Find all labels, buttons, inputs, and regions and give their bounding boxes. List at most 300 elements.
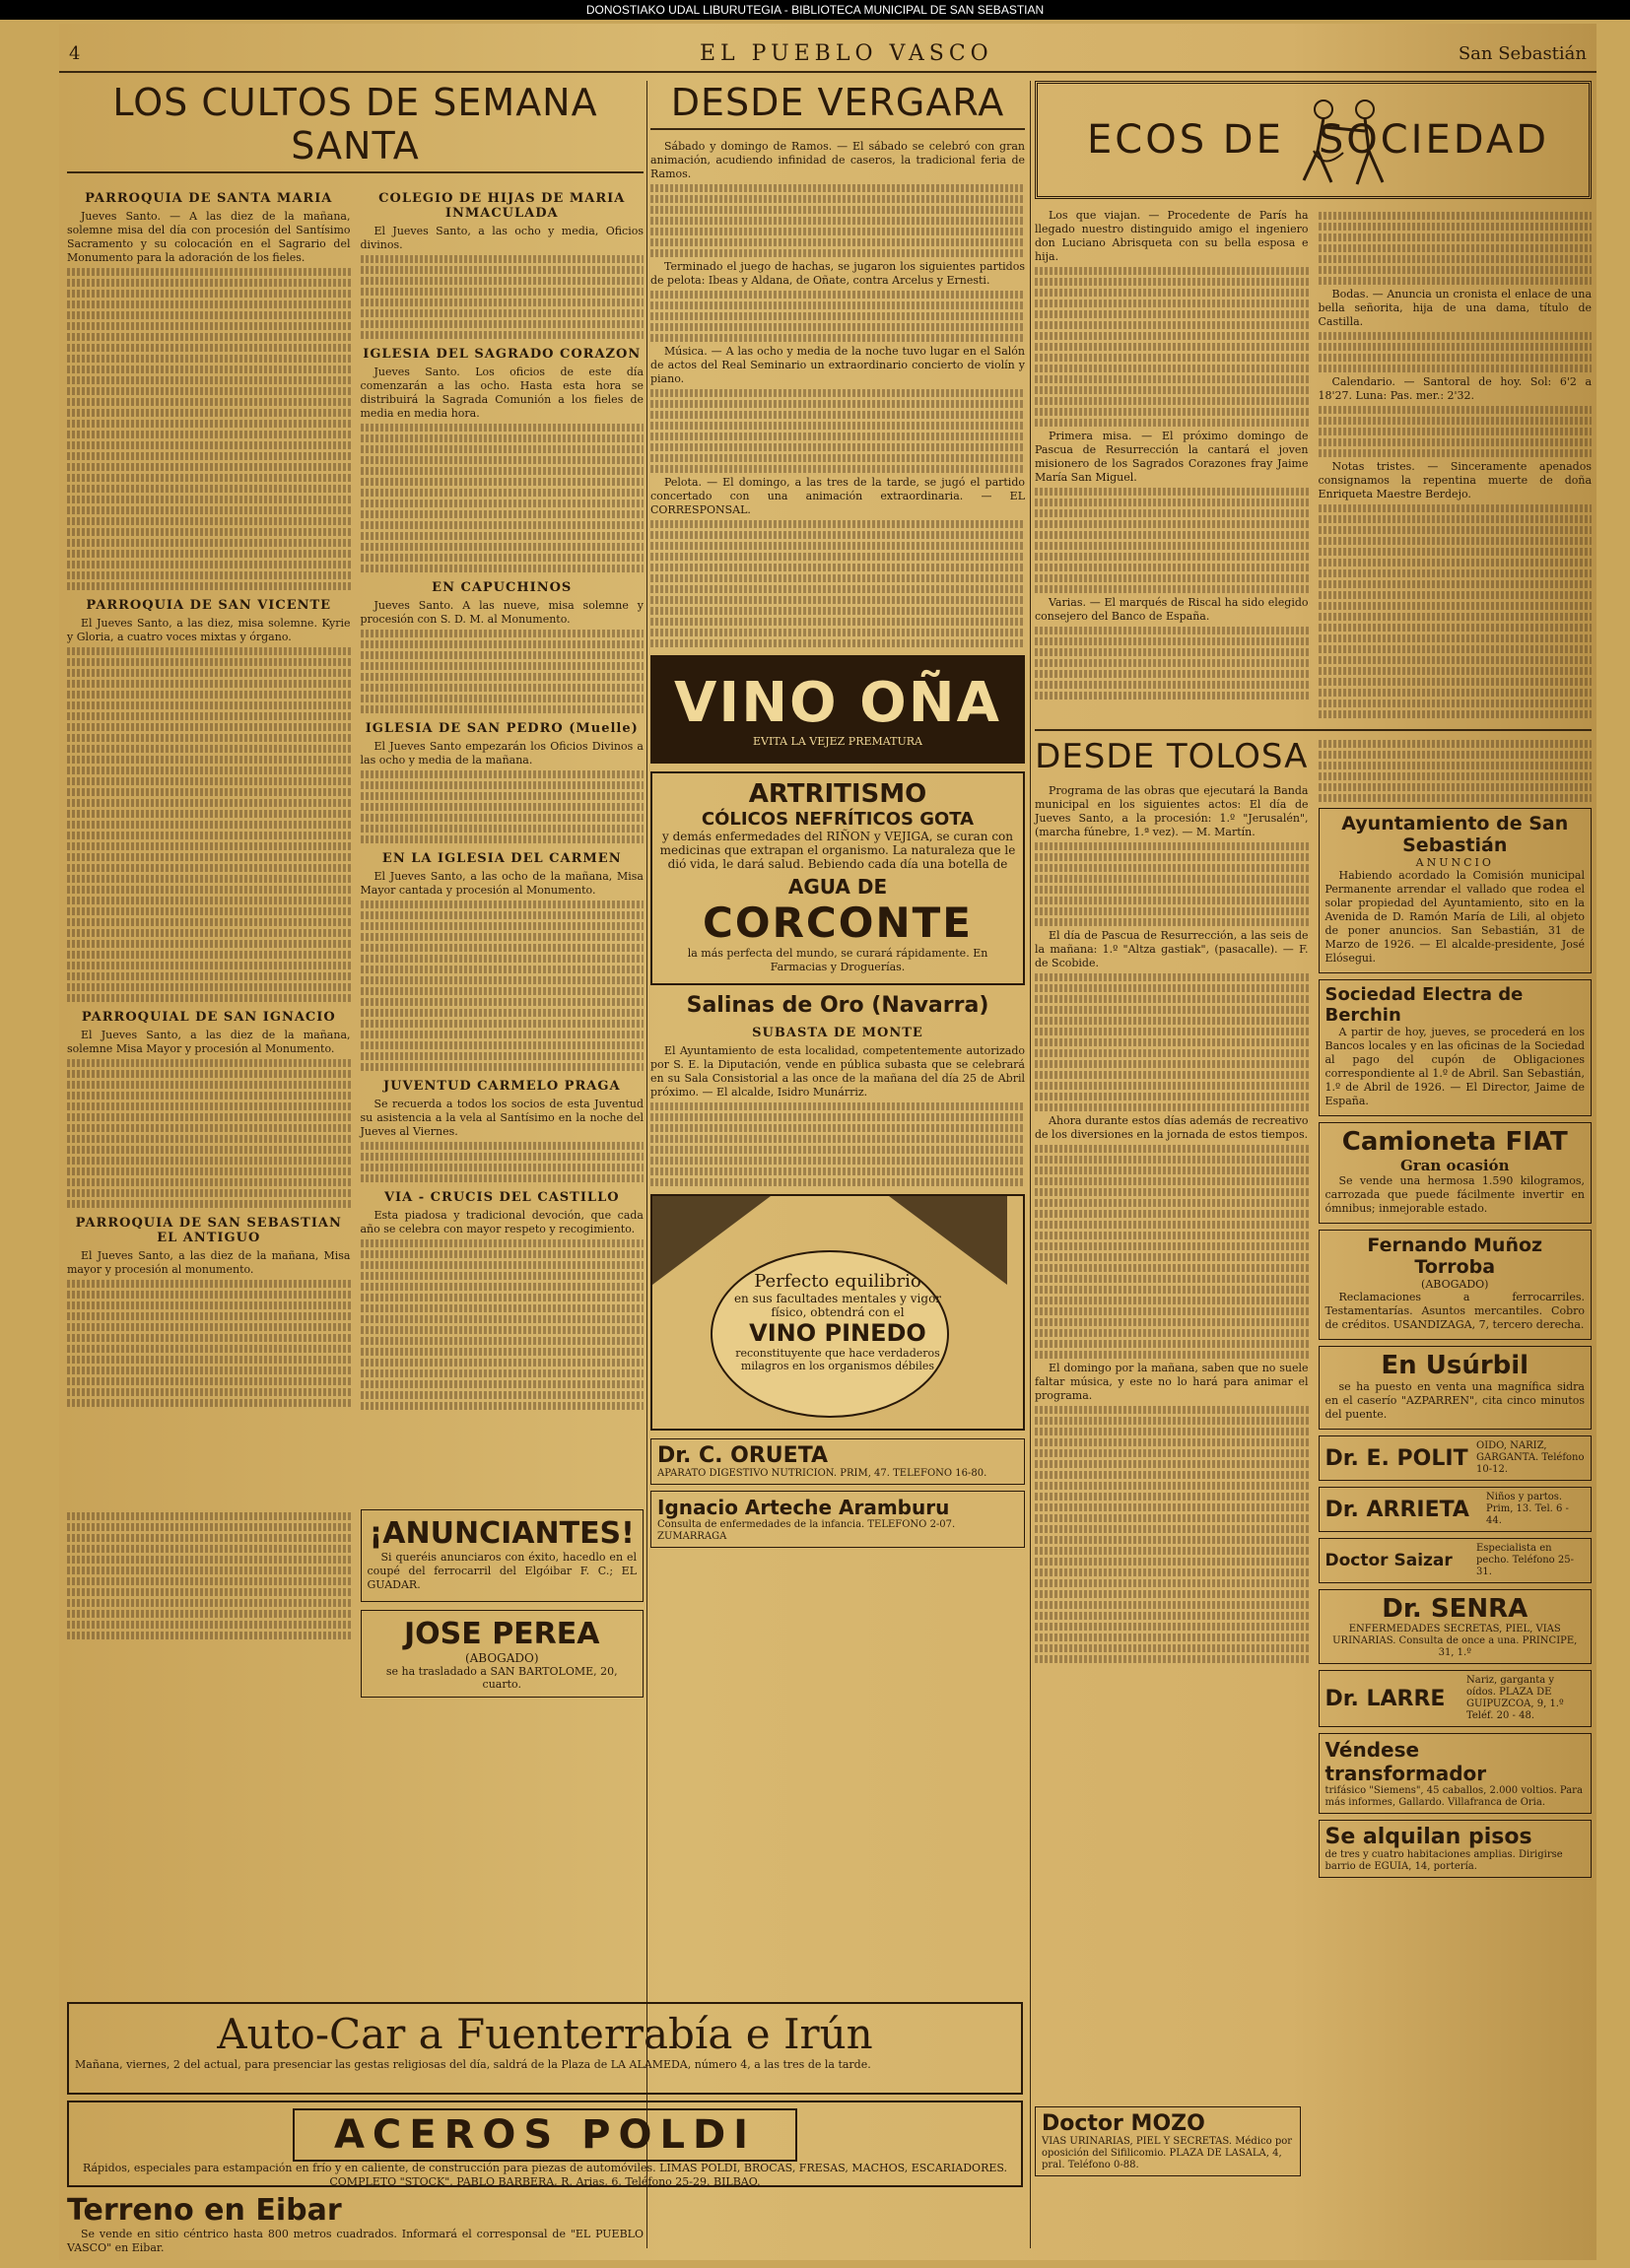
text-line	[1035, 1242, 1309, 1250]
artritismo-title: ARTRITISMO	[748, 779, 927, 809]
text-line	[1319, 559, 1593, 567]
column-divider	[1030, 81, 1031, 2248]
text-line	[1319, 762, 1593, 769]
text-line	[1319, 417, 1593, 425]
text-line	[1319, 591, 1593, 599]
text-line	[1035, 1503, 1309, 1511]
text-line	[361, 1283, 645, 1291]
text-line	[650, 422, 1025, 430]
ecos-para: Bodas. — Anuncia un cronista el enlace de una bella señorita, hija de una dama, título de Castilla.	[1318, 288, 1592, 328]
text-line	[67, 853, 351, 861]
text-line	[67, 886, 351, 894]
parish-title: IGLESIA DEL SAGRADO CORAZON	[363, 347, 642, 362]
text-line	[361, 1041, 645, 1049]
text-line	[650, 433, 1025, 440]
text-line	[361, 1380, 645, 1388]
text-line	[1319, 634, 1593, 642]
text-line	[67, 1621, 351, 1629]
parish-text: El Jueves Santo, a las ocho de la mañana, Misa Mayor cantada y procesión al Monumento.	[360, 870, 644, 897]
tolosa-para: Programa de las obras que ejecutará la Banda municipal en los siguientes actos: El día de Jueves Santo, a la procesión: 1.º "Jerusalén", (marcha fúnebre, 1.ª vez). — M. Martín.	[1035, 784, 1309, 838]
perea-name: JOSE PEREA	[403, 1617, 600, 1651]
text-line	[361, 554, 645, 562]
parish-text: El Jueves Santo, a las diez, misa solemne. Kyrie y Gloria, a cuatro voces mixtas y órgano.	[67, 617, 351, 643]
text-line	[650, 1113, 1025, 1121]
text-line	[1035, 637, 1309, 645]
text-line	[1035, 648, 1309, 656]
text-line	[67, 1113, 351, 1121]
text-line	[67, 1059, 351, 1067]
text-line	[1035, 1060, 1309, 1068]
text-line	[67, 1157, 351, 1165]
text-line	[1319, 602, 1593, 610]
text-line	[67, 1280, 351, 1288]
text-line	[361, 825, 645, 833]
text-line	[67, 1200, 351, 1208]
text-line	[650, 564, 1025, 571]
text-line	[1319, 449, 1593, 457]
text-line	[67, 496, 351, 503]
archive-banner: DONOSTIAKO UDAL LIBURUTEGIA - BIBLIOTECA MUNICIPAL DE SAN SEBASTIAN	[0, 0, 1630, 20]
text-line	[1035, 1232, 1309, 1239]
parish-text: El Jueves Santo, a las diez de la mañana, solemne Misa Mayor y procesión al Monumento.	[67, 1029, 351, 1055]
text-line	[361, 1272, 645, 1280]
text-line	[650, 618, 1025, 626]
city-label: San Sebastián	[1458, 43, 1587, 64]
text-line	[67, 1523, 351, 1531]
text-line	[67, 788, 351, 796]
text-line	[1319, 537, 1593, 545]
tolosa-para: Ahora durante estos días además de recreativo de los diversiones en la jornada de estos tiempos.	[1035, 1114, 1309, 1141]
text-line	[1319, 526, 1593, 534]
text-line	[650, 443, 1025, 451]
terreno-text: Se vende en sitio céntrico hasta 800 metros cuadrados. Informará el corresponsal de "EL PUEBLO VASCO" en Eibar.	[67, 2228, 644, 2254]
parish-text: El Jueves Santo, a las ocho y media, Oficios divinos.	[360, 225, 644, 251]
text-line	[650, 1146, 1025, 1154]
text-line	[1035, 1460, 1309, 1468]
text-line	[361, 1009, 645, 1017]
text-line	[361, 1315, 645, 1323]
salinas-title: Salinas de Oro (Navarra)	[686, 993, 989, 1018]
text-line	[1035, 875, 1309, 883]
tolosa-para: El día de Pascua de Resurrección, a las seis de la mañana: 1.º "Altza gastiak", (pasacalle). — F. de Scobide.	[1035, 929, 1309, 969]
text-line	[650, 228, 1025, 235]
text-line	[67, 1534, 351, 1542]
text-line	[67, 463, 351, 471]
text-line	[361, 944, 645, 952]
text-line	[1319, 438, 1593, 446]
text-line	[1319, 740, 1593, 748]
aceros-title: ACEROS POLDI	[293, 2108, 797, 2162]
vino-pinedo-ad	[650, 1194, 1025, 1431]
salinas-text: El Ayuntamiento de esta localidad, competentemente autorizado por S. E. la Diputación, vende en pública subasta que se celebrará en su Sala Consistorial a las once de la mañana del día 25 de Abril próximo. — El alcalde, Isidro Munárriz.	[650, 1044, 1025, 1099]
text-line	[1035, 300, 1309, 307]
arrieta-text: Niños y partos. Prim, 13. Tel. 6 - 44.	[1486, 1492, 1569, 1526]
text-line	[1035, 321, 1309, 329]
text-line	[361, 976, 645, 984]
text-line	[67, 1070, 351, 1078]
text-line	[650, 291, 1025, 299]
text-line	[67, 821, 351, 829]
text-line	[1035, 267, 1309, 275]
torroba-ad	[1319, 1230, 1593, 1340]
text-line	[1035, 886, 1309, 894]
text-line	[650, 596, 1025, 604]
text-line	[67, 441, 351, 449]
text-line	[1035, 1601, 1309, 1609]
text-line	[1035, 995, 1309, 1003]
text-line	[361, 1142, 645, 1150]
parish-text: Jueves Santo. Los oficios de este día comenzarán a las ocho. Hasta esta hora se distribuirá la Sagrada Comunión a los fieles de media en media hora.	[360, 366, 644, 420]
arteche-ad	[650, 1491, 1025, 1548]
vergara-para: Sábado y domingo de Ramos. — El sábado se celebró con gran animación, acudiendo infinidad de caseros, la tradicional feria de Ramos.	[650, 140, 1025, 180]
text-line	[67, 918, 351, 926]
arrieta-ad	[1319, 1487, 1593, 1532]
text-line	[361, 489, 645, 497]
fiat-text: Se vende una hermosa 1.590 kilogramos, carrozada que puede fácilmente invertir en ómnibus; inmejorable estado.	[1324, 1174, 1585, 1215]
text-line	[1035, 1644, 1309, 1652]
text-line	[1035, 509, 1309, 517]
text-line	[67, 398, 351, 406]
text-line	[67, 680, 351, 688]
vino-ona-title: VINO OÑA	[674, 671, 1001, 735]
text-line	[67, 940, 351, 948]
text-line	[67, 539, 351, 547]
text-line	[650, 1167, 1025, 1175]
text-line	[650, 585, 1025, 593]
text-line	[1035, 1082, 1309, 1090]
perea-ad	[361, 1610, 645, 1698]
text-line	[67, 972, 351, 980]
autocar-title: Auto-Car a Fuenterrabía e Irún	[217, 2010, 873, 2058]
ecos-de-sociedad-header	[1035, 81, 1592, 199]
torroba-name: Fernando Muñoz Torroba	[1367, 1234, 1543, 1278]
text-line	[1035, 1145, 1309, 1153]
text-line	[67, 279, 351, 287]
masthead	[59, 37, 1596, 73]
text-line	[1319, 710, 1593, 718]
text-line	[1319, 656, 1593, 664]
text-line	[1035, 520, 1309, 528]
text-line	[1035, 1264, 1309, 1272]
text-line	[1035, 1417, 1309, 1425]
text-line	[361, 651, 645, 659]
text-line	[67, 1345, 351, 1353]
text-line	[1319, 667, 1593, 675]
berchin-ad	[1319, 979, 1593, 1116]
text-line	[67, 387, 351, 395]
text-line	[67, 268, 351, 276]
salinas-notice	[650, 993, 1025, 1186]
text-line	[650, 400, 1025, 408]
text-line	[1319, 223, 1593, 231]
text-line	[67, 322, 351, 330]
text-line	[67, 1567, 351, 1574]
tolosa-heading: DESDE TOLOSA	[1035, 737, 1309, 776]
text-line	[1035, 1547, 1309, 1555]
newspaper-page	[59, 24, 1596, 2260]
text-line	[650, 1102, 1025, 1110]
text-line	[1035, 574, 1309, 582]
column-divider	[646, 81, 647, 2248]
text-line	[1319, 751, 1593, 759]
text-line	[67, 1599, 351, 1607]
text-line	[1319, 365, 1593, 372]
pinedo-title: VINO PINEDO	[749, 1319, 926, 1347]
text-line	[67, 875, 351, 883]
transformador-ad	[1319, 1733, 1593, 1814]
transformador-title: Véndese transformador	[1324, 1738, 1487, 1785]
text-line	[1035, 1558, 1309, 1566]
text-line	[1319, 613, 1593, 621]
parish-title: VIA - CRUCIS DEL CASTILLO	[383, 1190, 620, 1205]
text-line	[1319, 700, 1593, 707]
text-line	[67, 1632, 351, 1639]
pisos-text: de tres y cuatro habitaciones amplias. Dirigirse barrio de EGUIA, 14, portería.	[1324, 1849, 1563, 1872]
polit-text: OIDO, NARIZ, GARGANTA. Teléfono 10-12.	[1476, 1440, 1585, 1475]
orueta-text: APARATO DIGESTIVO NUTRICION. PRIM, 47. TELEFONO 16-80.	[657, 1468, 987, 1479]
text-line	[650, 301, 1025, 309]
text-line	[1035, 897, 1309, 904]
text-line	[1035, 553, 1309, 561]
fiat-ad	[1319, 1122, 1593, 1224]
text-line	[1319, 277, 1593, 285]
parish-title: PARROQUIA DE SAN SEBASTIAN EL ANTIGUO	[75, 1216, 342, 1245]
parish-text: Se recuerda a todos los socios de esta Juventud su asistencia a la vela al Santísimo en la noche del Jueves al Viernes.	[360, 1098, 644, 1138]
text-line	[361, 1052, 645, 1060]
text-line	[361, 835, 645, 843]
text-line	[361, 478, 645, 486]
text-line	[361, 500, 645, 507]
text-line	[1035, 984, 1309, 992]
ecos-para: Primera misa. — El próximo domingo de Pascua de Resurrección la cantará el joven misionero de los Sagrados Corazones fray Jaime María San Miguel.	[1035, 430, 1309, 484]
transformador-text: trifásico "Siemens", 45 caballos, 2.000 voltios. Para más informes, Gallardo. Villafranca de Oria.	[1324, 1785, 1583, 1808]
text-line	[1319, 515, 1593, 523]
text-line	[361, 684, 645, 692]
berchin-title: Sociedad Electra de Berchin	[1324, 984, 1524, 1026]
parish-text: Jueves Santo. — A las diez de la mañana, solemne misa del día con procesión del Santísimo Sacramento y su colocación en el Sagrario del Monumento para la adoración de los fieles.	[67, 210, 351, 264]
text-line	[67, 1291, 351, 1299]
text-line	[67, 1323, 351, 1331]
text-line	[1035, 1449, 1309, 1457]
text-line	[361, 320, 645, 328]
cultos-right	[361, 183, 645, 1413]
text-line	[1035, 343, 1309, 351]
text-line	[1319, 794, 1593, 802]
text-line	[67, 1610, 351, 1618]
text-line	[361, 1348, 645, 1356]
text-line	[1035, 1049, 1309, 1057]
text-line	[361, 987, 645, 995]
berchin-text: A partir de hoy, jueves, se procederá en los Bancos locales y en las oficinas de la Sociedad al pago del cupón de Obligaciones correspondiente al 1.º de Abril. San Sebastián, 1.º de Abril de 1926. — El Director, Jaime de España.	[1324, 1026, 1585, 1107]
senra-ad	[1319, 1589, 1593, 1664]
text-line	[1035, 1329, 1309, 1337]
text-line	[361, 933, 645, 941]
text-line	[361, 299, 645, 306]
text-line	[1035, 973, 1309, 981]
parish-text: El Jueves Santo, a las diez de la mañana, Misa mayor y procesión al monumento.	[67, 1249, 351, 1276]
text-line	[1035, 864, 1309, 872]
text-line	[67, 431, 351, 438]
corconte-text: la más perfecta del mundo, se curará rápidamente. En Farmacias y Droguerías.	[687, 947, 988, 973]
text-line	[1035, 1307, 1309, 1315]
text-line	[67, 1102, 351, 1110]
text-line	[67, 550, 351, 558]
text-line	[650, 520, 1025, 528]
text-line	[361, 1250, 645, 1258]
usurbil-title: En Usúrbil	[1381, 1351, 1529, 1380]
text-line	[650, 217, 1025, 225]
text-line	[67, 311, 351, 319]
text-line	[67, 290, 351, 298]
cultos-heading: LOS CULTOS DE SEMANA SANTA	[67, 81, 644, 173]
parish-title: COLEGIO DE HIJAS DE MARIA INMACULADA	[378, 191, 626, 221]
text-line	[1319, 428, 1593, 435]
text-line	[67, 528, 351, 536]
text-line	[67, 1301, 351, 1309]
text-line	[67, 355, 351, 363]
saizar-name: Doctor Saizar	[1324, 1551, 1453, 1570]
fiat-title: Camioneta FIAT	[1341, 1127, 1568, 1157]
text-line	[361, 998, 645, 1006]
text-line	[1035, 1351, 1309, 1359]
text-line	[67, 1124, 351, 1132]
text-line	[650, 184, 1025, 192]
text-line	[361, 673, 645, 681]
senra-text: ENFERMEDADES SECRETAS, PIEL, VIAS URINARIAS. Consulta de once a una. PRINCIPE, 31, 1.º	[1332, 1624, 1578, 1658]
page-number: 4	[69, 43, 81, 64]
text-line	[361, 1063, 645, 1071]
larre-ad	[1319, 1670, 1593, 1727]
text-line	[650, 542, 1025, 550]
text-line	[361, 266, 645, 274]
text-line	[67, 864, 351, 872]
mozo-text: VIAS URINARIAS, PIEL Y SECRETAS. Médico por oposición del Sifilicomio. PLAZA DE LASALA, 4, pral. Teléfono 0-88.	[1042, 2136, 1293, 2170]
text-line	[361, 1174, 645, 1182]
senra-name: Dr. SENRA	[1382, 1594, 1528, 1624]
text-line	[67, 1356, 351, 1364]
text-line	[67, 344, 351, 352]
text-line	[1035, 907, 1309, 915]
text-line	[67, 951, 351, 959]
vino-ona-slogan: EVITA LA VEJEZ PREMATURA	[753, 735, 922, 748]
text-line	[361, 565, 645, 572]
text-line	[67, 756, 351, 764]
text-line	[361, 792, 645, 800]
text-line	[650, 607, 1025, 615]
ecos-left: ECOS DE	[1087, 117, 1284, 163]
text-line	[1035, 1655, 1309, 1663]
text-line	[1319, 548, 1593, 556]
text-line	[361, 781, 645, 789]
text-line	[67, 517, 351, 525]
pisos-ad	[1319, 1820, 1593, 1878]
text-line	[650, 1135, 1025, 1143]
ecos-para: Los que viajan. — Procedente de París ha llegado nuestro distinguido amigo el ingeniero don Luciano Abrisqueta con su bella esposa e hija.	[1035, 209, 1309, 263]
text-line	[1035, 278, 1309, 286]
ayuntamiento-ad	[1319, 808, 1593, 973]
ayuntamiento-text: Habiendo acordado la Comisión municipal Permanente arrendar el vallado que rodea el solar propiedad del Ayuntamiento, sito en la Avenida de D. Ramón María de Lili, al objeto de poner anuncios. San Sebastián, 31 de Marzo de 1926. — El alcalde-presidente, José Elósegui.	[1324, 869, 1585, 965]
text-line	[361, 424, 645, 432]
text-line	[650, 334, 1025, 342]
text-line	[361, 277, 645, 285]
text-line	[1035, 332, 1309, 340]
text-line	[1035, 842, 1309, 850]
text-line	[67, 734, 351, 742]
text-line	[67, 1545, 351, 1553]
text-line	[67, 962, 351, 969]
text-line	[1319, 233, 1593, 241]
text-line	[361, 630, 645, 637]
text-line	[361, 922, 645, 930]
vergara-para: Música. — A las ocho y media de la noche tuvo lugar en el Salón de actos del Real Seminario un extraordinario concierto de violín y piano.	[650, 345, 1025, 385]
text-line	[361, 1337, 645, 1345]
text-line	[1035, 1590, 1309, 1598]
autocar-text: Mañana, viernes, 2 del actual, para presenciar las gestas religiosas del día, saldrá de la Plaza de LA ALAMEDA, número 4, a las tres de la tarde.	[75, 2058, 871, 2071]
text-line	[361, 288, 645, 296]
ecos-body	[1035, 209, 1592, 721]
larre-text: Nariz, garganta y oídos. PLAZA DE GUIPUZCOA, 9, 1.º Teléf. 20 - 48.	[1466, 1675, 1564, 1721]
text-line	[1035, 1514, 1309, 1522]
text-line	[650, 1124, 1025, 1132]
text-line	[67, 582, 351, 590]
text-line	[650, 574, 1025, 582]
text-line	[361, 955, 645, 963]
orueta-name: Dr. C. ORUETA	[657, 1443, 829, 1468]
text-line	[361, 521, 645, 529]
text-line	[361, 1402, 645, 1410]
text-line	[1035, 1071, 1309, 1079]
text-line	[1319, 783, 1593, 791]
text-line	[650, 238, 1025, 246]
text-line	[650, 195, 1025, 203]
text-line	[361, 966, 645, 973]
column-ecos	[1035, 81, 1592, 2258]
text-line	[67, 1588, 351, 1596]
text-line	[67, 929, 351, 937]
parish-text: El Jueves Santo empezarán los Oficios Divinos a las ocho y media de la mañana.	[360, 740, 644, 767]
ecos-para: Varias. — El marqués de Riscal ha sido elegido consejero del Banco de España.	[1035, 596, 1309, 623]
corconte-ad	[650, 771, 1025, 985]
text-line	[1035, 1525, 1309, 1533]
text-line	[67, 1399, 351, 1407]
parish-title: EN CAPUCHINOS	[432, 580, 573, 595]
parish-text: Jueves Santo. A las nueve, misa solemne y procesión con S. D. M. al Monumento.	[360, 599, 644, 626]
anunciantes-title: ¡ANUNCIANTES!	[369, 1516, 635, 1551]
text-line	[67, 1377, 351, 1385]
text-line	[1035, 1103, 1309, 1111]
text-line	[1035, 1579, 1309, 1587]
text-line	[361, 456, 645, 464]
text-line	[650, 454, 1025, 462]
text-line	[1035, 659, 1309, 667]
arrieta-name: Dr. ARRIETA	[1324, 1497, 1469, 1522]
text-line	[1035, 1471, 1309, 1479]
text-line	[1319, 354, 1593, 362]
saizar-ad	[1319, 1538, 1593, 1583]
text-line	[1035, 1188, 1309, 1196]
text-line	[67, 1189, 351, 1197]
text-line	[361, 770, 645, 778]
perea-role: (ABOGADO)	[464, 1651, 539, 1665]
text-line	[1319, 678, 1593, 686]
text-line	[1035, 1340, 1309, 1348]
pinedo-line1: Perfecto equilibrio	[754, 1271, 921, 1292]
text-line	[1319, 645, 1593, 653]
text-line	[650, 629, 1025, 636]
text-line	[361, 1294, 645, 1301]
text-line	[1035, 1634, 1309, 1641]
vino-ona-ad	[650, 655, 1025, 764]
